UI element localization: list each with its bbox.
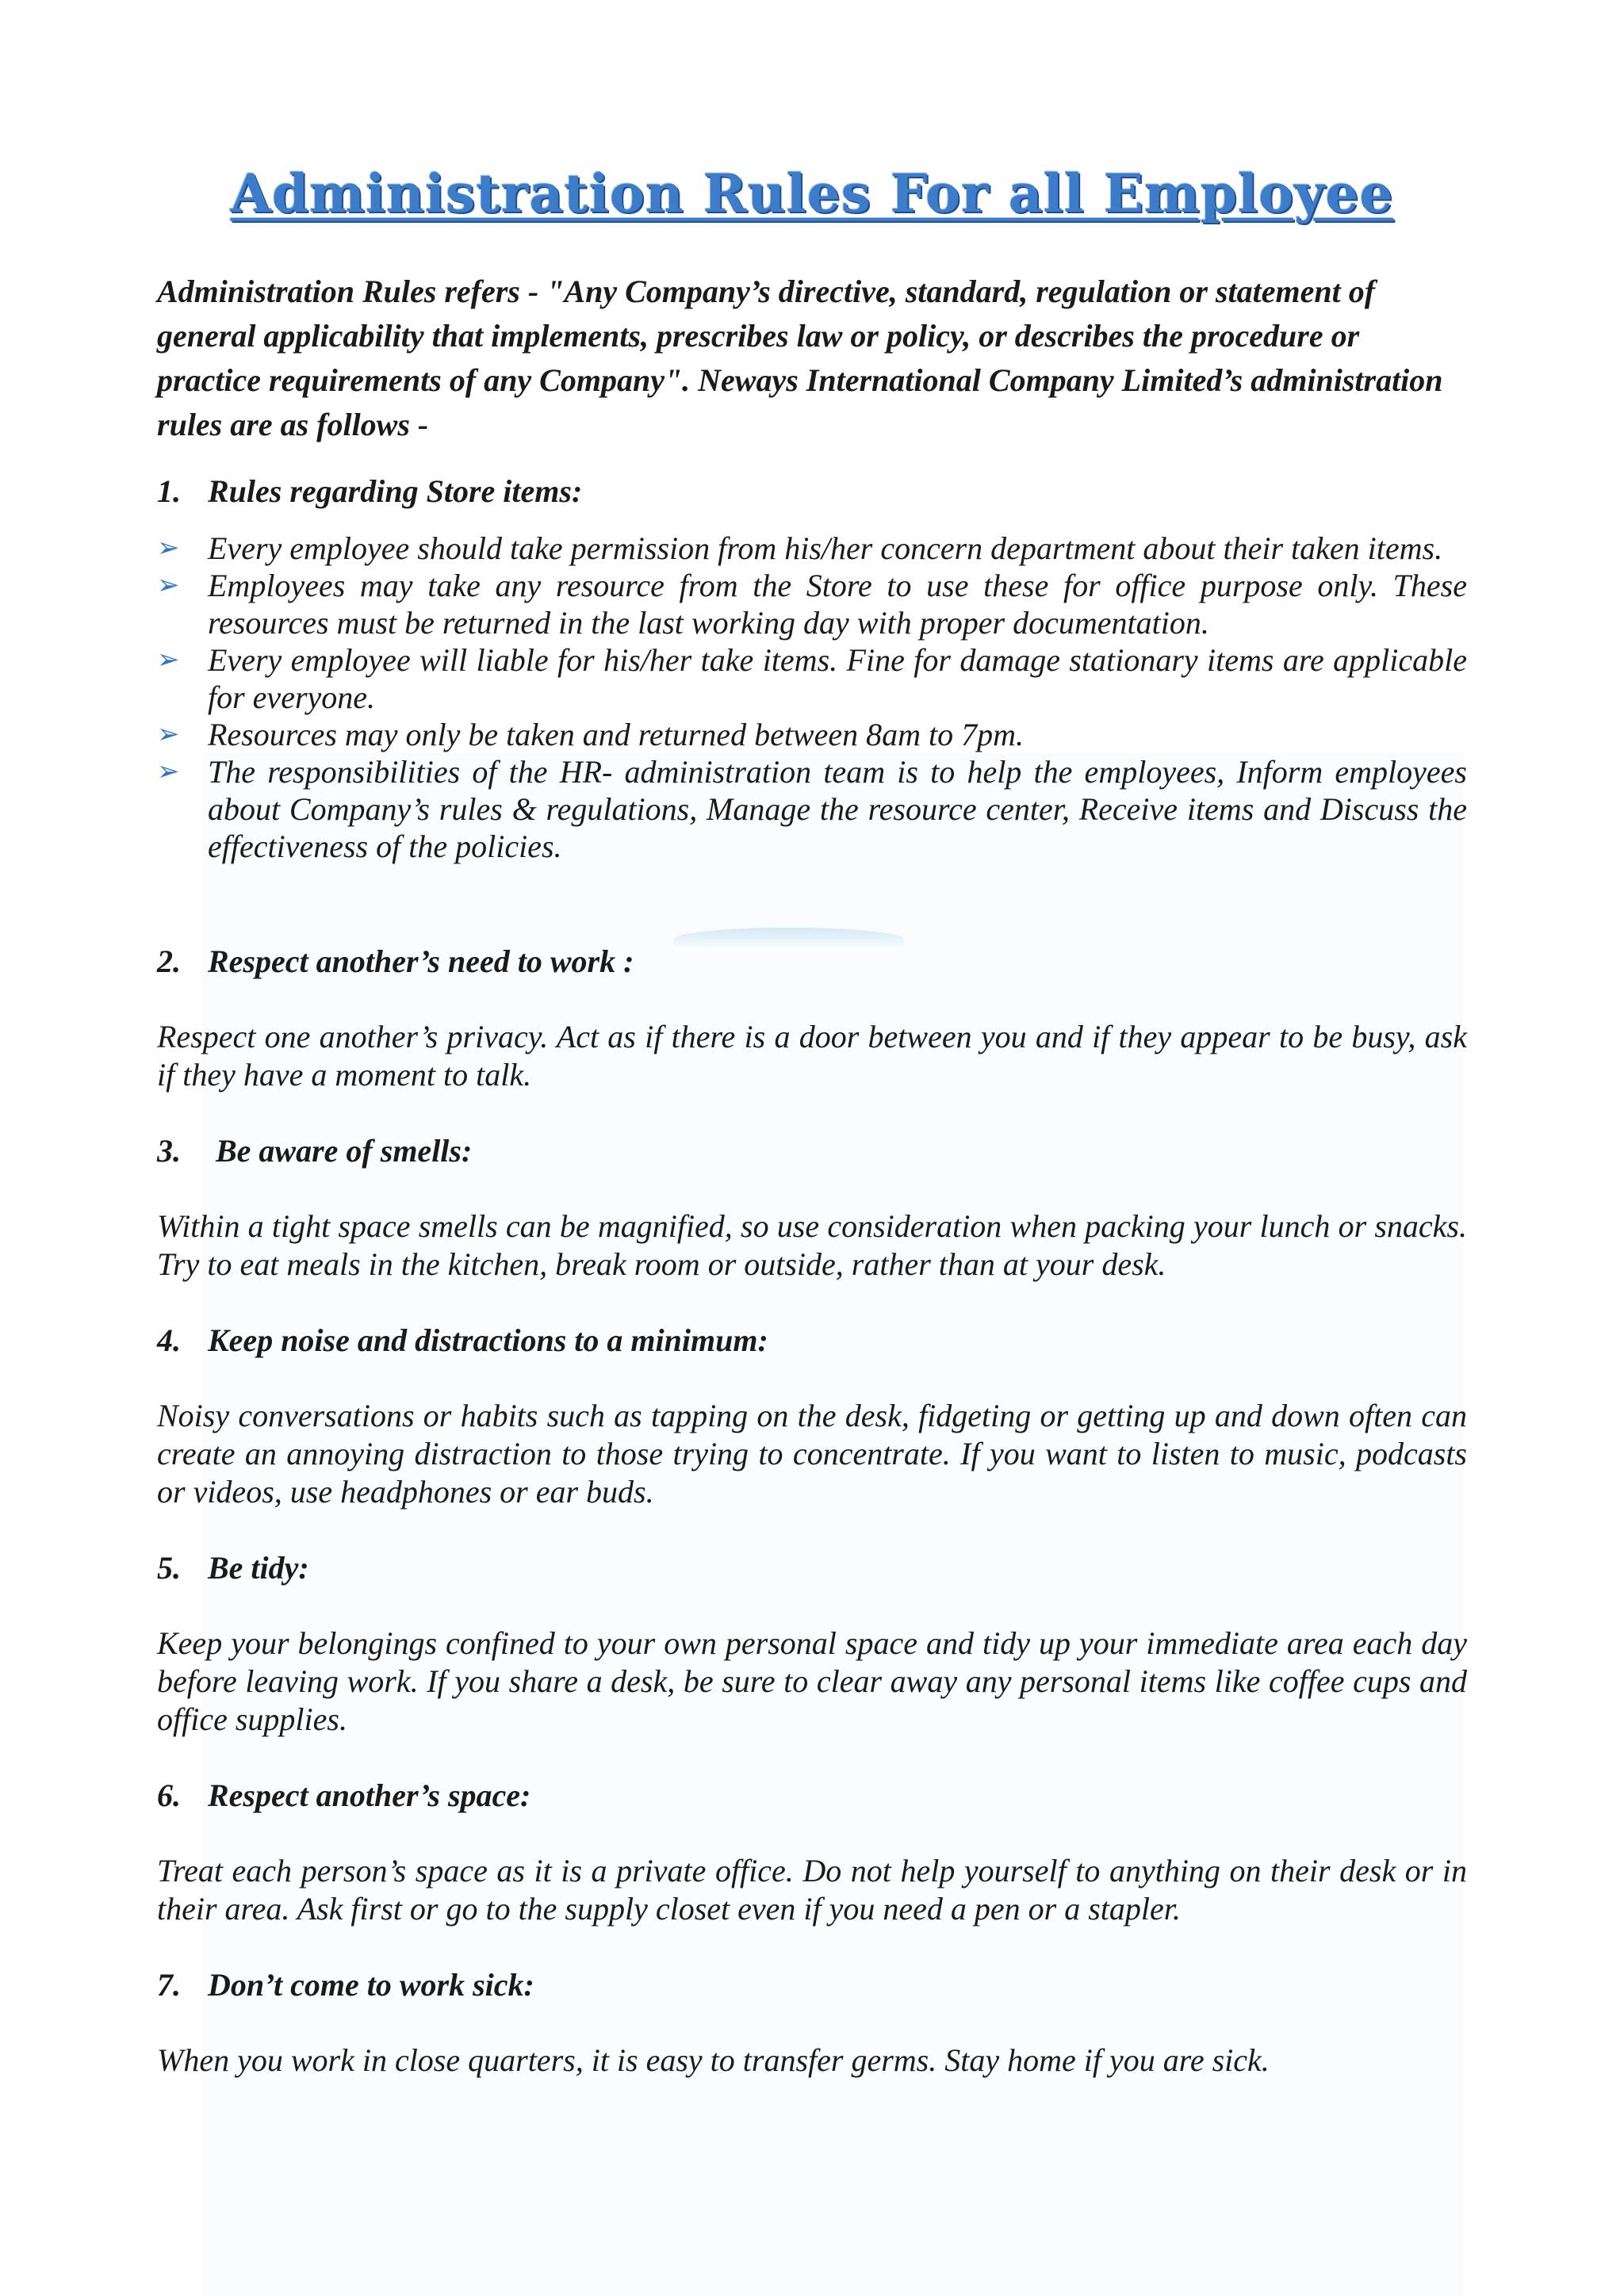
section-4-body: Noisy conversations or habits such as tapping on the desk, fidgeting or getting up and down often can create an annoying distraction to those trying to concentrate. If you want to listen to music, podcasts or videos, use headphones or ear buds. [157,1398,1467,1510]
section-number: 7. [157,1967,181,2003]
section-number: 2. [157,943,181,979]
section-number: 5. [157,1550,181,1586]
page-title: Administration Rules For all Employee [230,163,1394,224]
section-title: Respect another’s need to work : [208,943,634,979]
list-item: ➢ Every employee should take permission from his/her concern department about their taken items. [157,530,1443,566]
arrow-bullet-icon: ➢ [157,645,180,675]
list-item: ➢ Resources may only be taken and returned between 8am to 7pm. [157,717,1025,752]
section-4-heading [157,1321,768,1360]
section-1-heading [157,472,582,511]
arrow-bullet-icon: ➢ [157,720,180,749]
section-number: 3. [157,1133,181,1169]
store-rules-list [157,530,1467,865]
section-2-heading [157,942,634,982]
list-item: ➢ Every employee will liable for his/her take items. Fine for damage stationary items are applicable for everyone. [157,642,1467,715]
arrow-bullet-icon: ➢ [157,757,180,786]
section-5-heading [157,1548,309,1588]
section-title: Rules regarding Store items: [208,473,583,509]
section-6-heading [157,1776,530,1816]
section-2-body: Respect one another’s privacy. Act as if there is a door between you and if they appear to be busy, ask if they have a moment to talk. [157,1019,1467,1093]
section-number: 4. [157,1322,181,1358]
section-number: 6. [157,1777,181,1813]
section-title: Be aware of smells: [208,1133,473,1169]
section-7-body: When you work in close quarters, it is easy to transfer germs. Stay home if you are sick. [157,2042,1270,2078]
section-title: Keep noise and distractions to a minimum: [208,1322,768,1358]
section-3-heading [157,1131,472,1171]
arrow-bullet-icon: ➢ [157,571,180,600]
section-3-body: Within a tight space smells can be magnified, so use consideration when packing your lunch or snacks. Try to eat meals in the kitchen, break room or outside, rather than at your desk. [157,1208,1467,1282]
intro-paragraph: Administration Rules refers - "Any Company’s directive, standard, regulation or statement of general applicability that implements, prescribes law or policy, or describes the procedure or practice requirements of any Company". Neways International Company Limited’s administration rules are as follows - [157,274,1443,442]
watermark-logo [674,928,904,951]
list-item: ➢ The responsibilities of the HR- administration team is to help the employees, Inform employees about Company’s rules & regulations, Manage the resource center, Receive items and Discuss the effectiveness of the policies. [157,754,1467,864]
section-number: 1. [157,473,181,509]
section-5-body: Keep your belongings confined to your own personal space and tidy up your immediate area each day before leaving work. If you share a desk, be sure to clear away any personal items like coffee cups and office supplies. [157,1625,1467,1737]
section-7-heading [157,1965,534,2005]
list-item: ➢ Employees may take any resource from the Store to use these for office purpose only. These resources must be returned in the last working day with proper documentation. [157,568,1467,641]
arrow-bullet-icon: ➢ [157,534,180,563]
section-title: Don’t come to work sick: [208,1967,534,2003]
section-6-body: Treat each person’s space as it is a private office. Do not help yourself to anything on their desk or in their area. Ask first or go to the supply closet even if you need a pen or a stapler. [157,1853,1467,1927]
section-title: Respect another’s space: [208,1777,531,1813]
section-title: Be tidy: [208,1550,309,1586]
